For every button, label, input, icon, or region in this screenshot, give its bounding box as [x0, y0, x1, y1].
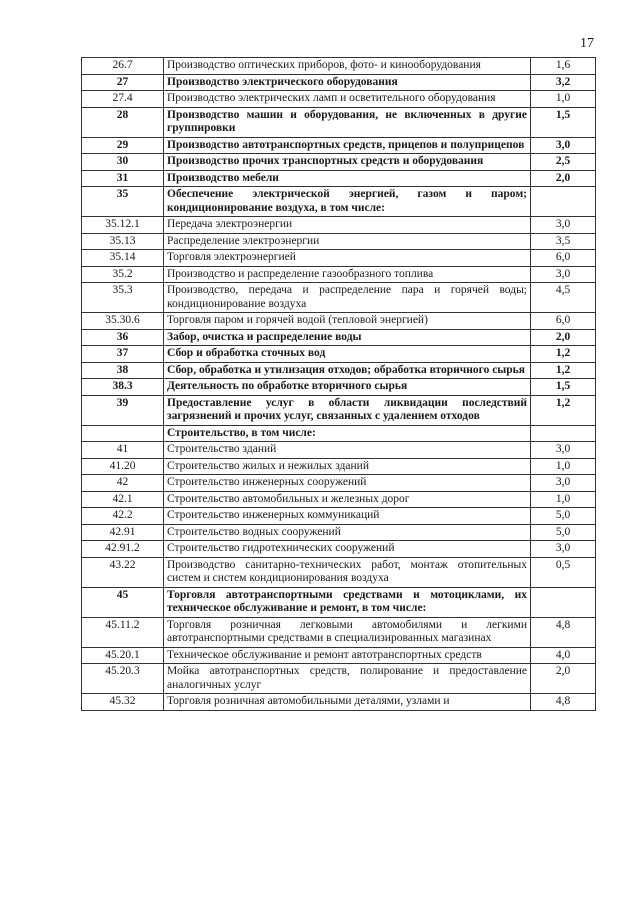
page-number: 17 — [580, 36, 594, 51]
table-row — [82, 541, 596, 558]
activity-name: Производство санитарно-технических работ, монтаж отопительных систем и систем кондиционирования воздуха — [164, 557, 531, 587]
coefficient-value: 0,5 — [531, 557, 596, 587]
coefficient-value: 2,0 — [531, 170, 596, 187]
table-row — [82, 283, 596, 313]
activity-name: Производство электрического оборудования — [164, 74, 531, 91]
coefficient-value: 6,0 — [531, 313, 596, 330]
activity-code: 39 — [82, 395, 164, 425]
table-row — [82, 58, 596, 75]
activity-code: 28 — [82, 107, 164, 137]
table-row — [82, 217, 596, 234]
activity-name: Строительство гидротехнических сооружений — [164, 541, 531, 558]
table-row — [82, 508, 596, 525]
activity-code: 42.91 — [82, 524, 164, 541]
coefficient-value: 2,0 — [531, 329, 596, 346]
table-row — [82, 617, 596, 647]
activity-name: Распределение электроэнергии — [164, 233, 531, 250]
table-row — [82, 137, 596, 154]
activity-code: 36 — [82, 329, 164, 346]
table-row — [82, 491, 596, 508]
table-row — [82, 442, 596, 459]
activity-name: Строительство автомобильных и железных дорог — [164, 491, 531, 508]
activity-code — [82, 425, 164, 442]
activity-code: 31 — [82, 170, 164, 187]
activity-name: Торговля розничная легковыми автомобилями и легкими автотранспортными средствами в специализированных магазинах — [164, 617, 531, 647]
activity-code: 45.32 — [82, 694, 164, 711]
coefficient-value — [531, 587, 596, 617]
coefficient-value: 1,0 — [531, 491, 596, 508]
activity-name: Обеспечение электрической энергией, газом и паром; кондиционирование воздуха, в том числе: — [164, 187, 531, 217]
table-row — [82, 266, 596, 283]
table-row — [82, 329, 596, 346]
coefficient-value: 3,0 — [531, 266, 596, 283]
coefficient-value: 1,0 — [531, 91, 596, 108]
activity-code: 35.14 — [82, 250, 164, 267]
activity-code: 35 — [82, 187, 164, 217]
activity-code: 27 — [82, 74, 164, 91]
activity-name: Техническое обслуживание и ремонт автотранспортных средств — [164, 647, 531, 664]
activity-code: 35.2 — [82, 266, 164, 283]
table-row — [82, 313, 596, 330]
activity-name: Торговля паром и горячей водой (тепловой энергией) — [164, 313, 531, 330]
table-row — [82, 647, 596, 664]
table-row — [82, 250, 596, 267]
coefficient-value: 3,5 — [531, 233, 596, 250]
coefficient-value: 1,2 — [531, 362, 596, 379]
activity-code: 35.12.1 — [82, 217, 164, 234]
activity-name: Производство мебели — [164, 170, 531, 187]
activity-name: Сбор, обработка и утилизация отходов; обработка вторичного сырья — [164, 362, 531, 379]
table-row — [82, 362, 596, 379]
activity-name: Строительство инженерных сооружений — [164, 475, 531, 492]
table-row — [82, 346, 596, 363]
activity-name: Торговля розничная автомобильными деталями, узлами и — [164, 694, 531, 711]
table-row — [82, 107, 596, 137]
coefficient-value: 3,0 — [531, 475, 596, 492]
activity-code: 30 — [82, 154, 164, 171]
table-row — [82, 458, 596, 475]
activity-code: 45.11.2 — [82, 617, 164, 647]
table-row — [82, 694, 596, 711]
activity-name: Производство, передача и распределение пара и горячей воды; кондиционирование воздуха — [164, 283, 531, 313]
coefficient-value: 1,0 — [531, 458, 596, 475]
activity-code: 41.20 — [82, 458, 164, 475]
table-row — [82, 425, 596, 442]
coefficient-value: 5,0 — [531, 508, 596, 525]
activity-code: 26.7 — [82, 58, 164, 75]
activity-code: 38 — [82, 362, 164, 379]
activity-name: Торговля автотранспортными средствами и мотоциклами, их техническое обслуживание и ремонт, в том числе: — [164, 587, 531, 617]
coefficient-value: 1,6 — [531, 58, 596, 75]
coefficient-value: 2,5 — [531, 154, 596, 171]
table-row — [82, 395, 596, 425]
coefficient-value: 3,0 — [531, 217, 596, 234]
activity-code: 45.20.1 — [82, 647, 164, 664]
coefficient-value — [531, 187, 596, 217]
coefficient-value — [531, 425, 596, 442]
activity-code: 35.30.6 — [82, 313, 164, 330]
activity-name: Передача электроэнергии — [164, 217, 531, 234]
activity-code: 29 — [82, 137, 164, 154]
activity-name: Деятельность по обработке вторичного сырья — [164, 379, 531, 396]
table-row — [82, 91, 596, 108]
table-row — [82, 557, 596, 587]
activity-name: Забор, очистка и распределение воды — [164, 329, 531, 346]
coefficient-value: 3,0 — [531, 541, 596, 558]
activity-coefficient-table — [81, 57, 596, 711]
coefficient-value: 1,5 — [531, 107, 596, 137]
coefficient-value: 4,8 — [531, 694, 596, 711]
activity-name: Производство и распределение газообразного топлива — [164, 266, 531, 283]
activity-name: Производство машин и оборудования, не включенных в другие группировки — [164, 107, 531, 137]
activity-name: Производство оптических приборов, фото- и кинооборудования — [164, 58, 531, 75]
activity-name: Строительство зданий — [164, 442, 531, 459]
table-row — [82, 233, 596, 250]
table-row — [82, 74, 596, 91]
coefficient-value: 1,2 — [531, 395, 596, 425]
coefficient-value: 4,0 — [531, 647, 596, 664]
coefficient-value: 4,5 — [531, 283, 596, 313]
activity-code: 45.20.3 — [82, 664, 164, 694]
coefficient-value: 5,0 — [531, 524, 596, 541]
coefficient-value: 2,0 — [531, 664, 596, 694]
activity-name: Производство прочих транспортных средств и оборудования — [164, 154, 531, 171]
table-row — [82, 379, 596, 396]
activity-name: Строительство жилых и нежилых зданий — [164, 458, 531, 475]
activity-code: 35.3 — [82, 283, 164, 313]
activity-code: 45 — [82, 587, 164, 617]
coefficient-value: 4,8 — [531, 617, 596, 647]
activity-code: 43.22 — [82, 557, 164, 587]
table-row — [82, 154, 596, 171]
activity-name: Торговля электроэнергией — [164, 250, 531, 267]
activity-name: Производство автотранспортных средств, прицепов и полуприцепов — [164, 137, 531, 154]
coefficient-value: 3,0 — [531, 442, 596, 459]
activity-code: 42.1 — [82, 491, 164, 508]
activity-name: Сбор и обработка сточных вод — [164, 346, 531, 363]
table-row — [82, 187, 596, 217]
coefficient-value: 1,2 — [531, 346, 596, 363]
activity-code: 42.2 — [82, 508, 164, 525]
table-row — [82, 475, 596, 492]
table-row — [82, 664, 596, 694]
table-row — [82, 170, 596, 187]
coefficient-value: 3,2 — [531, 74, 596, 91]
activity-name: Мойка автотранспортных средств, полирование и предоставление аналогичных услуг — [164, 664, 531, 694]
activity-code: 37 — [82, 346, 164, 363]
activity-code: 42.91.2 — [82, 541, 164, 558]
activity-name: Строительство водных сооружений — [164, 524, 531, 541]
activity-code: 35.13 — [82, 233, 164, 250]
coefficient-value: 1,5 — [531, 379, 596, 396]
activity-name: Строительство инженерных коммуникаций — [164, 508, 531, 525]
coefficient-value: 6,0 — [531, 250, 596, 267]
activity-code: 42 — [82, 475, 164, 492]
coefficient-value: 3,0 — [531, 137, 596, 154]
table-row — [82, 587, 596, 617]
table-row — [82, 524, 596, 541]
activity-name: Производство электрических ламп и осветительного оборудования — [164, 91, 531, 108]
activity-code: 41 — [82, 442, 164, 459]
activity-name: Предоставление услуг в области ликвидации последствий загрязнений и прочих услуг, связанных с удалением отходов — [164, 395, 531, 425]
activity-code: 27.4 — [82, 91, 164, 108]
activity-name: Строительство, в том числе: — [164, 425, 531, 442]
activity-code: 38.3 — [82, 379, 164, 396]
